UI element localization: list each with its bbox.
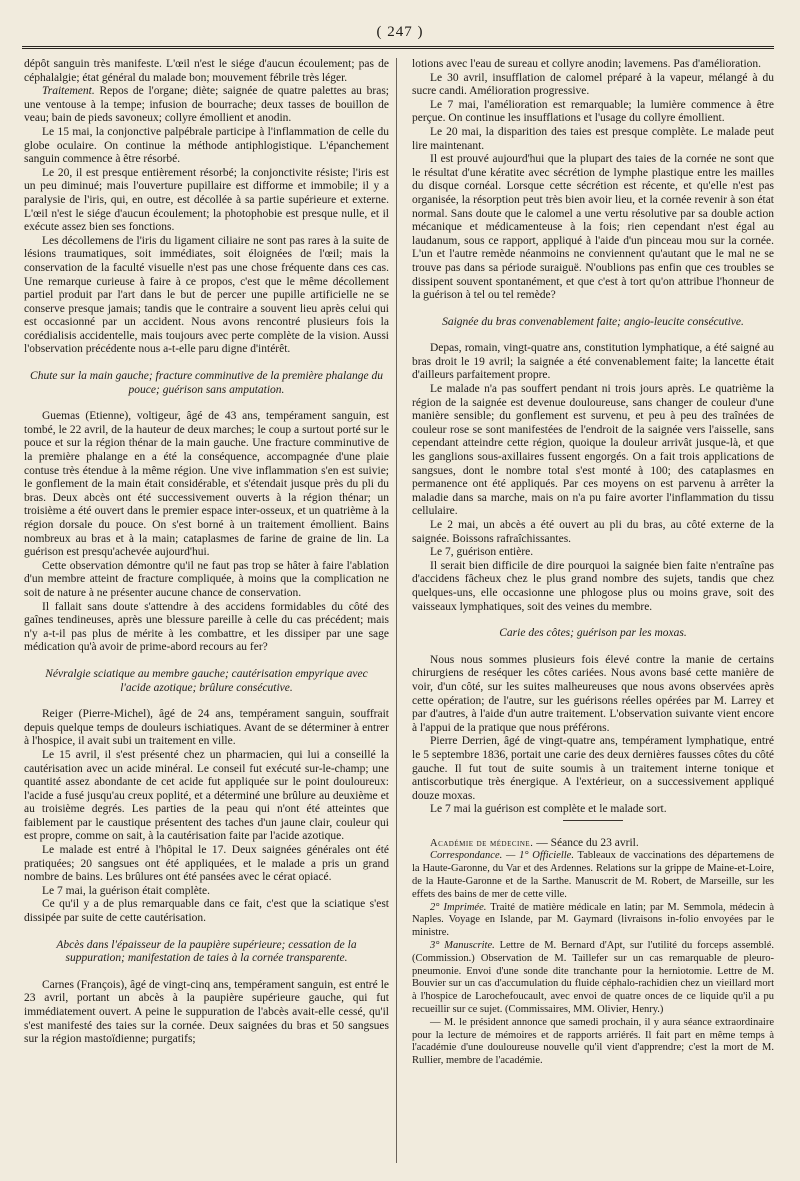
header-rule	[22, 46, 774, 49]
paragraph: Le 15 mai, la conjonctive palpébrale participe à l'inflammation de celle du globe oculaire. On continue la méthode antiphlogistique. L'épanchement sanguin commence à être résorbé.	[24, 125, 389, 166]
paragraph: Nous nous sommes plusieurs fois élevé contre la manie de certains chirurgiens de reséquer les côtes cariées. Nous avons basé cette manière de voir, d'un côté, sur les suites malheureuses que nous avons observées après cette opération; de l'autre, sur les guérisons réelles opérées par M. Larrey et par d'autres, à l'aide d'un autre traitement. L'observation suivante vient encore à l'appui de la pratique que nous préférons.	[412, 653, 774, 734]
paragraph	[412, 902, 774, 940]
paragraph: Le 7 mai, l'amélioration est remarquable; la lumière commence à être perçue. On continue les insufflations et l'usage du collyre émollient.	[412, 98, 774, 125]
section-heading: Névralgie sciatique au membre gauche; cautérisation empyrique avec l'acide azotique; brûlure consécutive.	[45, 667, 368, 694]
paragraph: Reiger (Pierre-Michel), âgé de 24 ans, tempérament sanguin, souffrait depuis quelque temps de douleurs ischiatiques. Avant de se déterminer à entrer à l'hospice, il avait subi un traitement en ville.	[24, 708, 389, 748]
paragraph: Le 15 avril, il s'est présenté chez un pharmacien, qui lui a conseillé la cautérisation avec un acide minéral. Le conseil fut exécuté sur-le-champ; une quantité assez abondante de cet acide fut appliquée sur le point douloureux: l'acide a fusé jusqu'au creux poplité, et a déterminé une brûlure au deuxième et au troisième degrés. Les parties de la peau qui n'ont été atteintes que faiblement par le caustique présentent des taches d'un jaune clair, couleur qui est propre, comme on sait, à la cautérisation faite par l'acide azotique.	[24, 748, 389, 843]
paragraph: Carnes (François), âgé de vingt-cinq ans, tempérament sanguin, est entré le 23 avril, portant un abcès à la paupière supérieure gauche, qui fut immédiatement ouvert. A peine le suppuration de l'abcès avait-elle cessé, qu'il s'est manifesté des taies sur la cornée. Deux saignées du bras et 50 sangsues sur la région mastoïdienne; purgatifs;	[24, 978, 389, 1046]
page-number: ( 247 )	[376, 24, 424, 40]
paragraph: Il fallait sans doute s'attendre à des accidens formidables du côté des gaînes tendineuses, après une blessure pareille à celle du cas précédent; mais n'y a-t-il pas plus de mérite à les combattre, et les dissiper par une sage médication qu'à avoir de prime-abord recours au fer?	[24, 600, 389, 654]
left-column	[24, 58, 389, 1047]
paragraph: Le 2 mai, un abcès a été ouvert au pli du bras, au côté externe de la saignée. Boissons rafraîchissantes.	[412, 519, 774, 545]
academy-title: Académie de médecine.	[430, 837, 534, 849]
paragraph: Il serait bien difficile de dire pourquoi la saignée bien faite n'entraîne pas d'accidens fâcheux chez le plus grand nombre des sujets, tandis que chez quelques-uns, elle occasionne une phlogose plus ou moins grave, soit des vaisseaux lymphatiques, soit des veines du membre.	[412, 559, 774, 613]
paragraph: Le 7, guérison entière.	[430, 546, 534, 559]
run-in-heading: 3° Manuscrite.	[430, 940, 495, 952]
paragraph: Cette observation démontre qu'il ne faut pas trop se hâter à faire l'ablation d'un membre atteint de fracture compliquée, à moins que la complication ne soit de nature à ne présenter aucune chance de conservation.	[24, 559, 389, 599]
paragraph: Le 7 mai la guérison est complète et le malade sort.	[430, 803, 667, 816]
paragraph: — M. le président annonce que samedi prochain, il y aura séance extraordinaire pour la lecture de mémoires et de rapports arriérés. Il fait part en même temps à l'académie d'une douloureuse nouvelle qu'il vient d'apprendre; c'est la mort de M. Rullier, membre de l'académie.	[412, 1016, 774, 1067]
section-heading: Carie des côtes; guérison par les moxas.	[499, 627, 687, 640]
section-heading: Chute sur la main gauche; fracture comminutive de la première phalange du pouce; guérison sans amputation.	[30, 370, 383, 396]
academy-date: — Séance du 23 avril.	[533, 836, 639, 849]
section-heading: Abcès dans l'épaisseur de la paupière supérieure; cessation de la suppuration; manifestation de taies à la cornée transparente.	[56, 938, 357, 965]
paragraph	[24, 85, 389, 126]
paragraph-text: Traité de matière médicale en latin; par M. Semmola, médecin à Naples. Voyage en Islande, par M. Gaymard (livraisons in-folio envoyées par le ministre.	[412, 901, 774, 939]
paragraph: Guemas (Etienne), voltigeur, âgé de 43 ans, tempérament sanguin, est tombé, le 22 avril, de la hauteur de deux marches; le coup a surtout porté sur le pouce et sur la région thénar de la main gauche. Une fracture comminutive de la première phalange en a été la conséquence, accompagnée d'une plaie contuse très étendue à la même région. Une vive inflammation s'en est suivie; le gonflement de la main était considérable, et s'étendait jusque près du pli du bras. Deux abcès ont été successivement ouverts à la région thénar; un troisième a été ouvert dans le premier espace inter-osseux, et un quatrième à la région dorsale du pouce. On s'est borné à un traitement émollient. Bains nombreux au bras et à la main; cataplasmes de farine de graine de lin. La guérison est presqu'achevée aujourd'hui.	[24, 410, 389, 559]
paragraph-text: Lettre de M. Bernard d'Apt, sur l'utilité du forceps assemblé. (Commission.) Observation de M. Taillefer sur un cas remarquable de pleuro-pneumonie. Envoi d'une sonde dite tranchante pour la herniotomie. Lettre de M. Bouvier sur un cas d'accumulation du fluide céphalo-rachidien chez un vieillard mort à l'hospice de Larochefoucault, avec envoi de quatre onces de ce liquide qu'il a pu recueillir sur ce sujet. (Commissaires, MM. Olivier, Henry.)	[412, 940, 774, 1016]
paragraph: Depas, romain, vingt-quatre ans, constitution lymphatique, a été saigné au bras droit le 19 avril; la saignée a été convenablement faite; la lancette était d'ailleurs parfaitement propre.	[412, 342, 774, 382]
run-in-subheading: — 1° Officielle.	[502, 850, 574, 862]
paragraph: Il est prouvé aujourd'hui que la plupart des taies de la cornée ne sont que le résultat d'une kératite avec sécrétion de lymphe plastique entre les mailles du disque cornéal. Lorsque cette sécrétion est récente, et qu'elle n'est pas organisée, la résorption peut très bien avoir lieu, et la cornée revenir à son état normal. Sans doute que le calomel a une vertu résolutive par sa double action mécanique et médicamenteuse à la fois; rien cependant n'est égal au laudanum, sous ce rapport, appliqué à l'aide d'un pinceau mou sur la cornée. L'un et l'autre remède néanmoins ne conviennent qu'autant que le mal ne se trouve pas dans sa période suraiguë. N'oublions pas enfin que ces troubles se dissipent souvent spontanément, et que c'est à tort qu'on attribue l'honneur de la guérison à tel ou tel remède?	[412, 153, 774, 302]
paragraph-text: Repos de l'organe; diète; saignée de quatre palettes au bras; une ventouse à la tempe; infusion de bourrache; deux tasses de bouillon de veau; bain de pieds savoneux; collyre émollient et anodin.	[24, 85, 389, 125]
paragraph: Le malade n'a pas souffert pendant ni trois jours après. Le quatrième la région de la saignée est devenue douloureuse, sans changer de couleur d'une manière sensible; du gonflement est survenu, et peu à peu des traînées de couleur rose se sont manifestées de l'endroit de la saignée vers l'aisselle, sans cependant atteindre cette région, quoique la douleur arrivât jusque-là, et que les ganglions sous-axillaires fussent engorgés. On a fait trois applications de sangsues, dont le nombre total s'est monté à 100; des cataplasmes en permanence ont été appliqués. Par ces moyens on est parvenu à arrêter la maladie dans sa marche, mais on n'a pu faire avorter l'inflammation du tissu cellulaire.	[412, 383, 774, 518]
paragraph: Pierre Derrien, âgé de vingt-quatre ans, tempérament lymphatique, entré le 5 septembre 1836, portait une carie des deux dernières fausses côtes du côté gauche. Il fut tout de suite soumis à un traitement interne tonique et antiscorbutique très énergique. A l'extérieur, on a successivement appliqué douze moxas.	[412, 735, 774, 802]
paragraph	[412, 940, 774, 1017]
right-column	[412, 58, 774, 1068]
section-heading: Saignée du bras convenablement faite; angio-leucite consécutive.	[442, 315, 744, 328]
paragraph: dépôt sanguin très manifeste. L'œil n'est le siége d'aucun écoulement; pas de céphalalgie; état général du malade bon; mouvement fébrile très léger.	[24, 58, 389, 84]
academy-heading	[412, 837, 774, 851]
paragraph: Le 20 mai, la disparition des taies est presque complète. Le malade peut lire maintenant.	[412, 125, 774, 152]
paragraph: Le malade est entré à l'hôpital le 17. Deux saignées générales ont été pratiquées; 20 sangsues ont été appliquées, et le malade a pris un grand nombre de bains. Les brûlures ont été pansées avec le cérat opiacé.	[24, 844, 389, 884]
paragraph	[412, 850, 774, 901]
section-rule	[563, 820, 623, 821]
paragraph-text: Tableaux de vaccinations des départemens de la Haute-Garonne, du Var et des Ardennes. Relations sur la grippe de Maine-et-Loire, de la Haute-Garonne et de la Sarthe. Manuscrit de M. Robert, de Marseille, sur les effets des bains de mer de cette ville.	[412, 850, 775, 900]
run-in-heading: Correspondance.	[430, 850, 503, 862]
paragraph: Le 20, il est presque entièrement résorbé; la conjonctivite résiste; l'iris est un peu diminué; mais l'ouverture pupillaire est difforme et immobile; il y a paralysie de l'iris, qui, en outre, est décollée à sa partie supérieure et externe. L'œil n'est le siége d'aucun écoulement; la photophobie est presque nulle, et il exécute assez bien ses fonctions.	[24, 166, 389, 234]
paragraph: Les décollemens de l'iris du ligament ciliaire ne sont pas rares à la suite de lésions traumatiques, soit immédiates, soit éloignées de l'œil; mais la conservation de la faculté visuelle n'est pas une chose fréquente dans ces cas. Une remarque curieuse à faire à ce propos, c'est que le même décollement partiel produit par l'art dans le but de percer une pupille artificielle ne se conserve presque jamais; tandis que le contraire a souvent lieu après celui qui est occasionné par un accident. Nous avons rencontré plusieurs fois la corédialisis accidentelle, mais toujours avec perte complète de la vision. Aussi l'observation précédente nous a-t-elle paru digne d'intérêt.	[24, 234, 389, 356]
paragraph: Le 30 avril, insufflation de calomel préparé à la vapeur, mélangé à du sucre candi. Amélioration progressive.	[412, 71, 774, 98]
paragraph: lotions avec l'eau de sureau et collyre anodin; lavemens. Pas d'amélioration.	[412, 58, 762, 70]
column-divider	[396, 58, 397, 1163]
run-in-heading: 2° Imprimée.	[430, 901, 487, 913]
run-in-heading: Traitement.	[42, 85, 95, 98]
paragraph: Le 7 mai, la guérison était complète.	[42, 884, 210, 897]
paragraph: Ce qu'il y a de plus remarquable dans ce fait, c'est que la sciatique s'est dissipée par suite de cette cautérisation.	[24, 898, 389, 925]
